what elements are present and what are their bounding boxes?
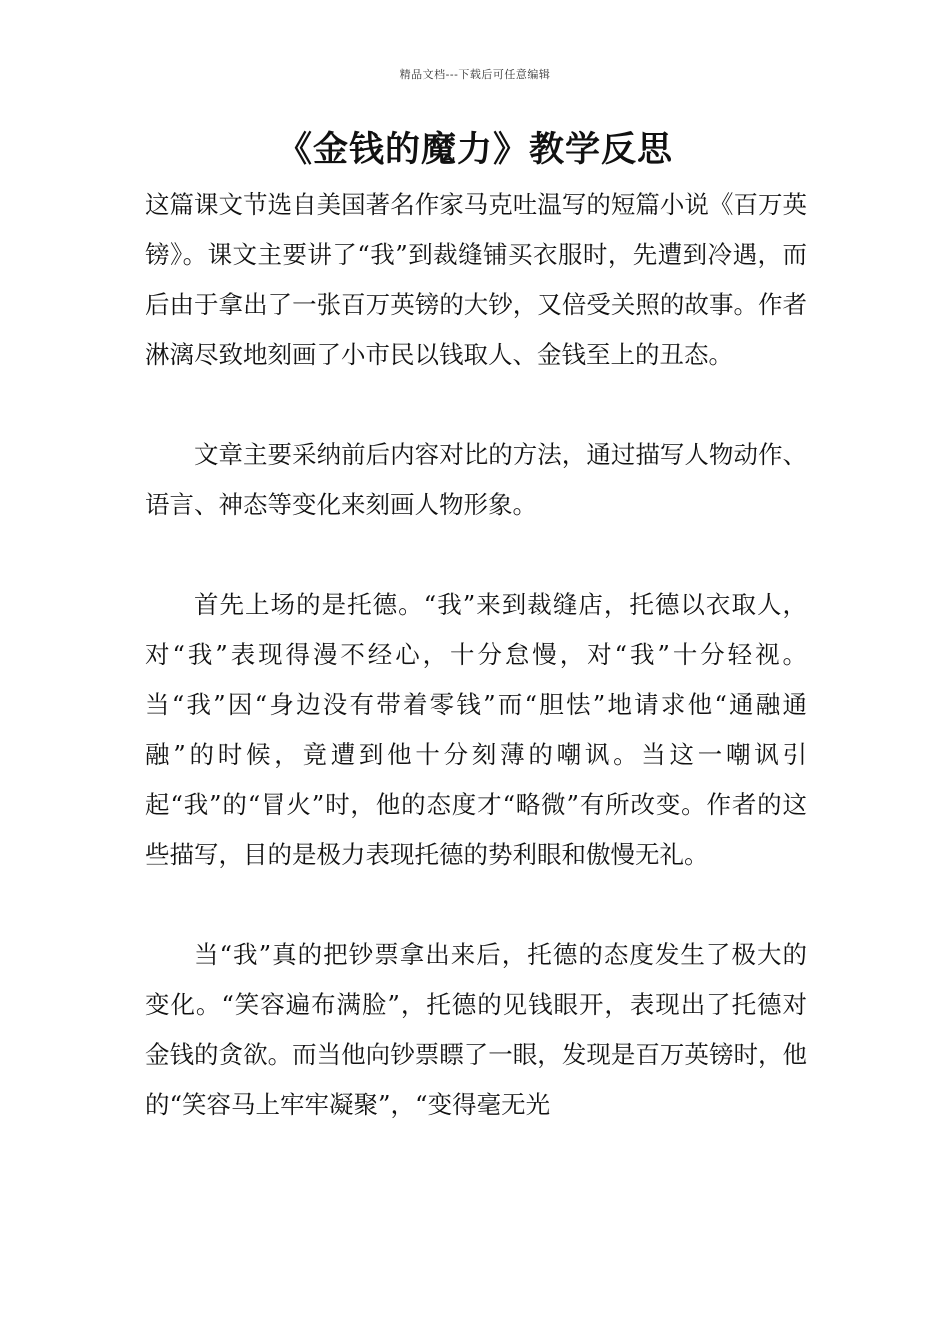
paragraph-intro: 这篇课文节选自美国著名作家马克吐温写的短篇小说《百万英镑》。课文主要讲了“我”到裁缝铺买衣服时，先遭到冷遇，而后由于拿出了一张百万英镑的大钞，又倍受关照的故事。作者淋漓尽致地刻画了小市民以钱取人、金钱至上的丑态。	[145, 190, 807, 369]
document-title: 《金钱的魔力》教学反思	[276, 130, 673, 170]
paragraph-todd-change: 当“我”真的把钞票拿出来后，托德的态度发生了极大的变化。“笑容遍布满脸”，托德的见钱眼开，表现出了托德对金钱的贪欲。而当他向钞票瞟了一眼，发现是百万英镑时，他的“笑容马上牢牢凝聚”，“变得毫无光	[145, 940, 807, 1119]
paragraph-todd-first: 首先上场的是托德。“我”来到裁缝店，托德以衣取人，对“我”表现得漫不经心，十分怠慢，对“我”十分轻视。当“我”因“身边没有带着零钱”而“胆怯”地请求他“通融通融”的时候，竟遭到他十分刻薄的嘲讽。当这一嘲讽引起“我”的“冒火”时，他的态度才“略微”有所改变。作者的这些描写，目的是极力表现托德的势利眼和傲慢无礼。	[145, 590, 807, 869]
document-body	[145, 180, 807, 1130]
paragraph-method: 文章主要采纳前后内容对比的方法，通过描写人物动作、语言、神态等变化来刻画人物形象。	[145, 440, 807, 519]
page-header-note: 精品文档---下载后可任意编辑	[399, 68, 551, 81]
